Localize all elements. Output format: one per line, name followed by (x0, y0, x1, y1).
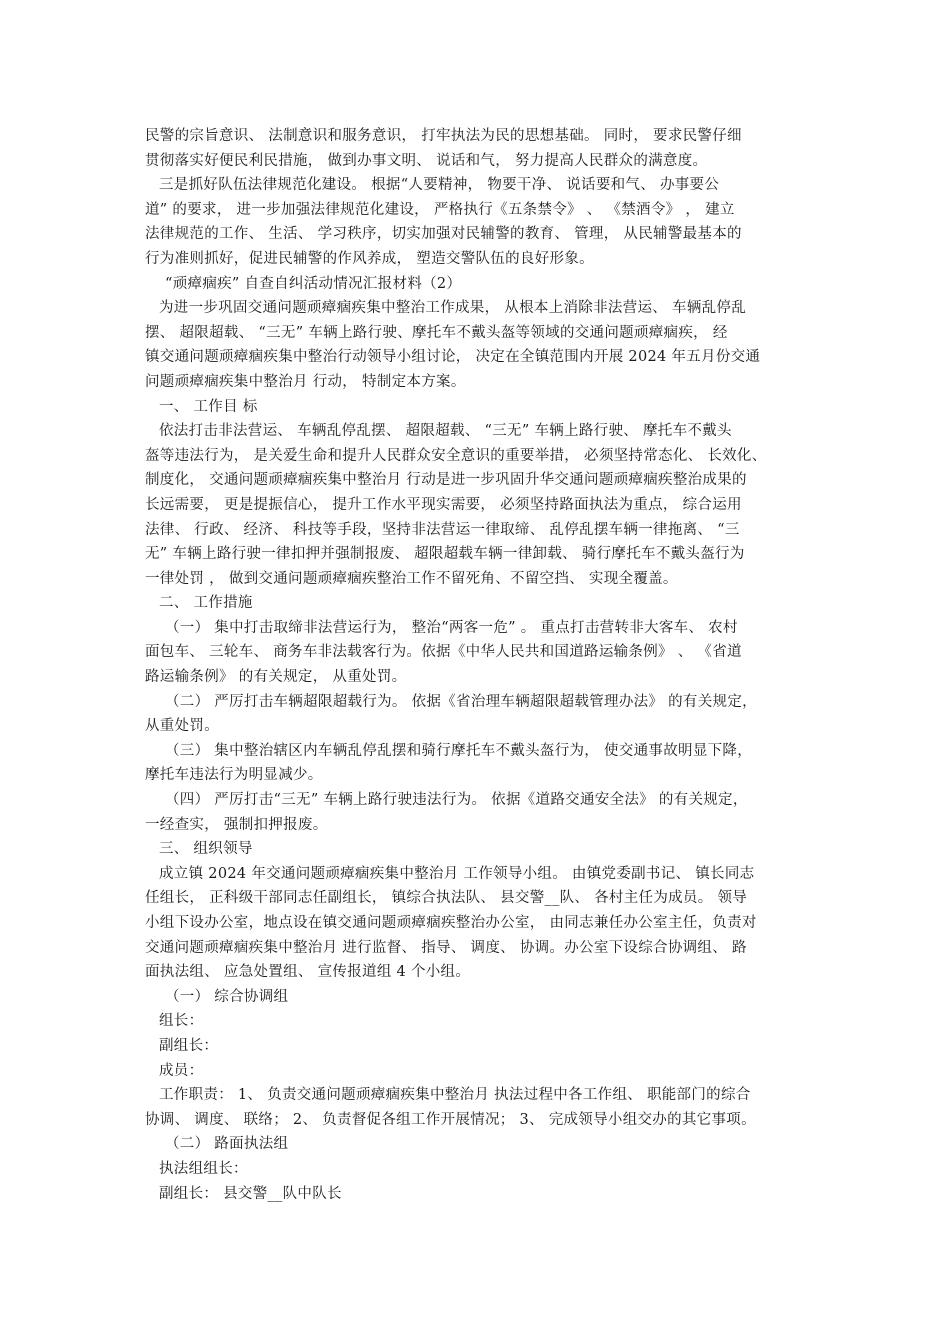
text-line: 交通问题顽瘴痼疾集中整治月 进行监督、 指导、 调度、 协调。办公室下设综合协调组、 路 (145, 939, 747, 956)
text-line: 组长： (159, 1013, 204, 1030)
text-line: （二） 严厉打击车辆超限超载行为。 依据《省治理车辆超限超载管理办法》 的有关规定， (165, 693, 757, 710)
text-line: 协调、 调度、 联络； 2、 负责督促各组工作开展情况； 3、 完成领导小组交办的其它事项。 (145, 1111, 756, 1128)
text-line: 摆、 超限超载、 “三无” 车辆上路行驶、摩托车不戴头盔等领域的交通问题顽瘴痼疾， 经 (145, 324, 728, 341)
text-line: 法律、 行政、 经济、 科技等手段，坚持非法营运一律取缔、 乱停乱摆车辆一律拖离、 “三 (145, 521, 740, 538)
document-body (145, 124, 813, 1206)
section-heading: 一、 工作目 标 (159, 398, 258, 415)
section-heading: 二、 工作措施 (159, 595, 253, 612)
text-line: 小组下设办公室，地点设在镇交通问题顽瘴痼疾整治办公室， 由同志兼任办公室主任，负责对 (145, 915, 757, 931)
text-line: 副组长： (159, 1037, 219, 1054)
text-line: （一） 集中打击取缔非法营运行为， 整治“两客一危” 。 重点打击营转非大客车、 农村 (165, 619, 738, 636)
text-line: 制度化， 交通问题顽瘴痼疾集中整治月 行动是进一步巩固升华交通问题顽瘴痼疾整治成果的 (145, 472, 747, 489)
text-line: （四） 严厉打击“三无” 车辆上路行驶违法行为。 依据《道路交通安全法》 的有关规定， (165, 792, 748, 809)
text-line: 成立镇 2024 年交通问题顽瘴痼疾集中整治月 工作领导小组。 由镇党委副书记、 镇长同志 (159, 865, 755, 882)
text-line: 从重处罚。 (145, 718, 219, 735)
text-line: 一经查实， 强制扣押报废。 (145, 816, 328, 833)
text-line: 执法组组长： (159, 1160, 248, 1177)
text-line: 法律规范的工作、 生活、 学习秩序，切实加强对民辅警的教育、 管理， 从民辅警最基本的 (145, 226, 742, 243)
subsection-heading: （二） 路面执法组 (165, 1136, 289, 1153)
text-line: 行为准则抓好，促进民辅警的作风养成， 塑造交警队伍的良好形象。 (145, 250, 594, 267)
text-line: 副组长： 县交警__队中队长 (159, 1185, 342, 1202)
text-line: 任组长， 正科级干部同志任副组长， 镇综合执法队、 县交警__队、 各村主任为成员。 领导 (145, 890, 748, 907)
text-line: 为进一步巩固交通问题顽瘴痼疾集中整治工作成果， 从根本上消除非法营运、 车辆乱停乱 (159, 300, 747, 317)
text-line: 盔等违法行为， 是关爱生命和提升人民群众安全意识的重要举措， 必须坚持常态化、 长效化、 (145, 447, 767, 464)
text-line: 镇交通问题顽瘴痼疾集中整治行动领导小组讨论， 决定在全镇范围内开展 2024 年五月份交通 (145, 349, 761, 366)
text-line: 贯彻落实好便民利民措施， 做到办事文明、 说话和气， 努力提高人民群众的满意度。 (145, 152, 708, 169)
text-line: 工作职责： 1、 负责交通问题顽瘴痼疾集中整治月 执法过程中各工作组、 职能部门的综合 (159, 1087, 751, 1104)
text-line: （三） 集中整治辖区内车辆乱停乱摆和骑行摩托车不戴头盔行为， 使交通事故明显下降， (165, 742, 753, 759)
text-line: 无” 车辆上路行驶一律扣押并强制报废、 超限超载车辆一律卸载、 骑行摩托车不戴头盔行为 (145, 546, 745, 563)
text-line: 三是抓好队伍法律规范化建设。 根据“人要精神， 物要干净、 说话要和气、 办事要公 (159, 177, 720, 194)
text-line: 民警的宗旨意识、 法制意识和服务意识， 打牢执法为民的思想基础。 同时， 要求民警仔细 (145, 128, 742, 144)
text-line: 依法打击非法营运、 车辆乱停乱摆、 超限超载、 “三无” 车辆上路行驶、 摩托车不戴头 (159, 423, 732, 440)
text-line: 道” 的要求， 进一步加强法律规范化建设， 严格执行《五条禁令》 、 《禁酒令》 ， 建立 (145, 201, 735, 218)
section-heading: “顽瘴痼疾” 自查自纠活动情况汇报材料（2） (165, 275, 462, 292)
text-line: 面执法组、 应急处置组、 宣传报道组 4 个小组。 (145, 964, 471, 981)
subsection-heading: （一） 综合协调组 (165, 988, 289, 1005)
text-line: 摩托车违法行为明显减少。 (145, 767, 323, 784)
text-line: 面包车、 三轮车、 商务车非法载客行为。依据《中华人民共和国道路运输条例》 、 《省道 (145, 644, 742, 661)
text-line: 一律处罚 ， 做到交通问题顽瘴痼疾整治工作不留死角、不留空挡、 实现全覆盖。 (145, 570, 678, 587)
text-line: 路运输条例》 的有关规定， 从重处罚。 (145, 669, 407, 686)
section-heading: 三、 组织领导 (159, 841, 253, 858)
text-line: 成员： (159, 1062, 204, 1079)
text-line: 长远需要， 更是提振信心， 提升工作水平现实需要， 必须坚持路面执法为重点， 综合运用 (145, 496, 742, 513)
text-line: 问题顽瘴痼疾集中整治月 行动， 特制定本方案。 (145, 373, 466, 390)
